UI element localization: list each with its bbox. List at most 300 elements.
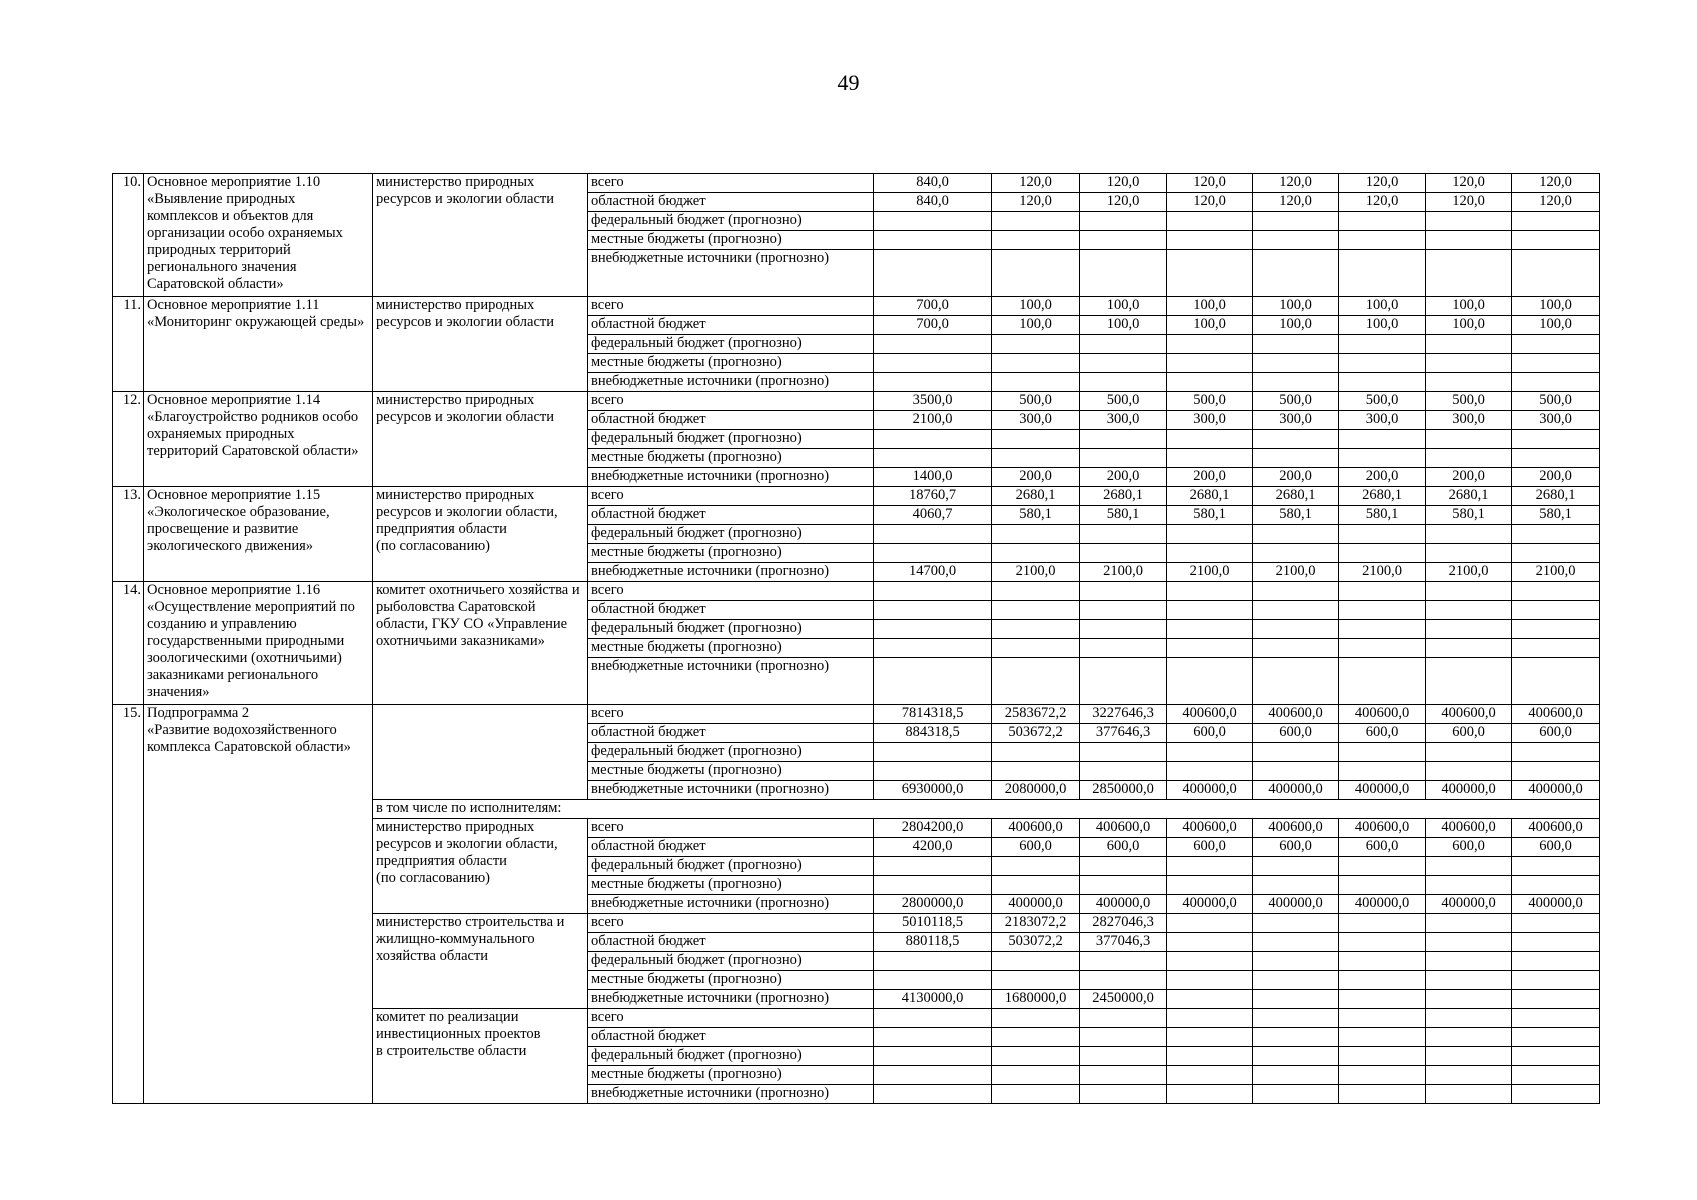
table-row (113, 174, 1600, 193)
value-cell: 120,0 (1426, 174, 1512, 193)
value-cell: 400000,0 (1253, 781, 1339, 800)
executor-name: комитет по реализации инвестиционных проектов в строительстве области (373, 1009, 588, 1104)
value-cell (1512, 914, 1600, 933)
value-cell (1167, 1028, 1253, 1047)
budget-table-body (113, 174, 1600, 1104)
value-cell (1512, 582, 1600, 601)
value-cell (1512, 212, 1600, 231)
value-cell (1339, 373, 1426, 392)
value-cell (874, 544, 992, 563)
value-cell (1512, 762, 1600, 781)
value-cell (992, 1066, 1080, 1085)
value-cell: 100,0 (1167, 297, 1253, 316)
value-cell: 300,0 (1512, 411, 1600, 430)
value-cell (1426, 990, 1512, 1009)
value-cell (1512, 876, 1600, 895)
value-cell: 120,0 (1080, 174, 1167, 193)
value-cell: 120,0 (992, 193, 1080, 212)
value-cell (1512, 601, 1600, 620)
value-cell: 300,0 (992, 411, 1080, 430)
funding-source: внебюджетные источники (прогнозно) (588, 895, 874, 914)
value-cell (1167, 601, 1253, 620)
value-cell (1512, 658, 1600, 705)
executor-name: министерство природных ресурсов и экологии области (373, 392, 588, 487)
event-name: Основное мероприятие 1.10 «Выявление природных комплексов и объектов для организации особо охраняемых природных территорий регионального значения Саратовской области» (144, 174, 373, 297)
budget-table (112, 173, 1600, 1104)
value-cell (1080, 212, 1167, 231)
funding-source: областной бюджет (588, 838, 874, 857)
subprogram-name: Подпрограмма 2 «Развитие водохозяйственного комплекса Саратовской области» (144, 705, 373, 1104)
value-cell (1167, 933, 1253, 952)
value-cell (992, 639, 1080, 658)
value-cell (1512, 639, 1600, 658)
value-cell: 503072,2 (992, 933, 1080, 952)
value-cell (992, 449, 1080, 468)
value-cell (1426, 971, 1512, 990)
value-cell (992, 212, 1080, 231)
value-cell (874, 639, 992, 658)
value-cell (1080, 430, 1167, 449)
value-cell: 100,0 (1080, 316, 1167, 335)
value-cell (1080, 658, 1167, 705)
value-cell (992, 971, 1080, 990)
value-cell: 2583672,2 (992, 705, 1080, 724)
funding-source: местные бюджеты (прогнозно) (588, 449, 874, 468)
value-cell (874, 876, 992, 895)
value-cell (1512, 1047, 1600, 1066)
value-cell: 100,0 (1512, 316, 1600, 335)
value-cell: 2680,1 (1426, 487, 1512, 506)
value-cell (1426, 620, 1512, 639)
funding-source: местные бюджеты (прогнозно) (588, 354, 874, 373)
funding-source: федеральный бюджет (прогнозно) (588, 212, 874, 231)
funding-source: всего (588, 392, 874, 411)
value-cell: 400000,0 (1080, 895, 1167, 914)
value-cell (1512, 1066, 1600, 1085)
value-cell (874, 743, 992, 762)
value-cell: 2450000,0 (1080, 990, 1167, 1009)
funding-source: местные бюджеты (прогнозно) (588, 231, 874, 250)
value-cell (992, 601, 1080, 620)
value-cell (1253, 857, 1339, 876)
value-cell (874, 250, 992, 297)
funding-source: всего (588, 487, 874, 506)
value-cell (1339, 1047, 1426, 1066)
value-cell (1339, 933, 1426, 952)
funding-source: федеральный бюджет (прогнозно) (588, 743, 874, 762)
value-cell: 840,0 (874, 174, 992, 193)
value-cell: 377046,3 (1080, 933, 1167, 952)
funding-source: местные бюджеты (прогнозно) (588, 544, 874, 563)
value-cell: 120,0 (1339, 174, 1426, 193)
value-cell (1080, 1085, 1167, 1104)
funding-source: федеральный бюджет (прогнозно) (588, 430, 874, 449)
funding-source: всего (588, 1009, 874, 1028)
value-cell: 120,0 (1167, 193, 1253, 212)
value-cell (1167, 250, 1253, 297)
value-cell: 600,0 (1512, 838, 1600, 857)
value-cell (1426, 914, 1512, 933)
value-cell: 400000,0 (1512, 781, 1600, 800)
value-cell (874, 354, 992, 373)
value-cell (1080, 971, 1167, 990)
value-cell (874, 658, 992, 705)
value-cell: 2827046,3 (1080, 914, 1167, 933)
value-cell (1167, 971, 1253, 990)
value-cell (1080, 544, 1167, 563)
value-cell: 2100,0 (1426, 563, 1512, 582)
value-cell: 884318,5 (874, 724, 992, 743)
value-cell: 100,0 (1080, 297, 1167, 316)
value-cell (1167, 914, 1253, 933)
value-cell (992, 620, 1080, 639)
value-cell: 2100,0 (1339, 563, 1426, 582)
value-cell (1426, 876, 1512, 895)
funding-source: всего (588, 705, 874, 724)
value-cell (992, 250, 1080, 297)
row-number: 10. (113, 174, 144, 297)
value-cell: 400000,0 (1512, 895, 1600, 914)
value-cell: 120,0 (992, 174, 1080, 193)
value-cell: 580,1 (1512, 506, 1600, 525)
value-cell (1512, 1085, 1600, 1104)
value-cell (874, 952, 992, 971)
value-cell (1253, 354, 1339, 373)
value-cell: 2100,0 (874, 411, 992, 430)
value-cell: 100,0 (1253, 297, 1339, 316)
value-cell (1080, 525, 1167, 544)
value-cell (874, 335, 992, 354)
value-cell (1339, 525, 1426, 544)
value-cell: 600,0 (1167, 838, 1253, 857)
funding-source: областной бюджет (588, 933, 874, 952)
value-cell: 700,0 (874, 316, 992, 335)
value-cell: 4200,0 (874, 838, 992, 857)
value-cell (1426, 449, 1512, 468)
value-cell (1426, 250, 1512, 297)
value-cell: 600,0 (1426, 724, 1512, 743)
value-cell: 600,0 (1253, 724, 1339, 743)
value-cell (1426, 1066, 1512, 1085)
value-cell (1512, 544, 1600, 563)
table-row (113, 297, 1600, 316)
value-cell (874, 525, 992, 544)
value-cell (1253, 1009, 1339, 1028)
row-number: 13. (113, 487, 144, 582)
value-cell (992, 354, 1080, 373)
value-cell (1080, 373, 1167, 392)
value-cell (1426, 1085, 1512, 1104)
value-cell (1512, 430, 1600, 449)
value-cell (1512, 990, 1600, 1009)
row-number: 11. (113, 297, 144, 392)
value-cell: 400600,0 (1512, 819, 1600, 838)
value-cell: 200,0 (1253, 468, 1339, 487)
value-cell (1426, 857, 1512, 876)
funding-source: федеральный бюджет (прогнозно) (588, 335, 874, 354)
value-cell: 400600,0 (1339, 705, 1426, 724)
funding-source: внебюджетные источники (прогнозно) (588, 373, 874, 392)
funding-source: федеральный бюджет (прогнозно) (588, 525, 874, 544)
value-cell (874, 231, 992, 250)
value-cell (874, 1009, 992, 1028)
table-row (113, 705, 1600, 724)
value-cell (1339, 582, 1426, 601)
value-cell (1339, 952, 1426, 971)
value-cell (1253, 582, 1339, 601)
value-cell: 200,0 (1080, 468, 1167, 487)
value-cell: 400600,0 (1253, 819, 1339, 838)
value-cell (1253, 1085, 1339, 1104)
value-cell (1512, 971, 1600, 990)
value-cell: 600,0 (1339, 724, 1426, 743)
value-cell: 400600,0 (992, 819, 1080, 838)
value-cell (1512, 335, 1600, 354)
value-cell: 2680,1 (1339, 487, 1426, 506)
value-cell: 400000,0 (1339, 895, 1426, 914)
value-cell: 120,0 (1253, 193, 1339, 212)
value-cell (1339, 990, 1426, 1009)
funding-source: внебюджетные источники (прогнозно) (588, 468, 874, 487)
value-cell (1339, 762, 1426, 781)
value-cell (1253, 876, 1339, 895)
value-cell (1167, 658, 1253, 705)
value-cell: 200,0 (1339, 468, 1426, 487)
value-cell (1167, 430, 1253, 449)
funding-source: всего (588, 914, 874, 933)
funding-source: внебюджетные источники (прогнозно) (588, 250, 874, 297)
value-cell (1339, 231, 1426, 250)
value-cell (1167, 212, 1253, 231)
funding-source: местные бюджеты (прогнозно) (588, 971, 874, 990)
value-cell (1512, 743, 1600, 762)
value-cell (1167, 582, 1253, 601)
value-cell: 200,0 (1512, 468, 1600, 487)
value-cell (1339, 335, 1426, 354)
value-cell: 700,0 (874, 297, 992, 316)
value-cell: 600,0 (992, 838, 1080, 857)
funding-source: местные бюджеты (прогнозно) (588, 762, 874, 781)
value-cell: 500,0 (1339, 392, 1426, 411)
value-cell (874, 1066, 992, 1085)
page-number: 49 (837, 70, 860, 95)
funding-source: внебюджетные источники (прогнозно) (588, 563, 874, 582)
funding-source: внебюджетные источники (прогнозно) (588, 658, 874, 705)
value-cell: 600,0 (1167, 724, 1253, 743)
value-cell (1253, 449, 1339, 468)
value-cell: 3500,0 (874, 392, 992, 411)
value-cell (1080, 231, 1167, 250)
value-cell (1080, 601, 1167, 620)
value-cell: 100,0 (1339, 316, 1426, 335)
value-cell (1512, 952, 1600, 971)
value-cell: 500,0 (1426, 392, 1512, 411)
value-cell (874, 212, 992, 231)
funding-source: внебюджетные источники (прогнозно) (588, 1085, 874, 1104)
value-cell (1167, 1085, 1253, 1104)
value-cell (1080, 743, 1167, 762)
executor-name: министерство природных ресурсов и экологии области (373, 174, 588, 297)
funding-source: областной бюджет (588, 411, 874, 430)
value-cell: 840,0 (874, 193, 992, 212)
value-cell: 400600,0 (1253, 705, 1339, 724)
value-cell: 100,0 (1426, 316, 1512, 335)
value-cell (1426, 231, 1512, 250)
value-cell: 400000,0 (1167, 895, 1253, 914)
value-cell: 2804200,0 (874, 819, 992, 838)
value-cell (1167, 544, 1253, 563)
value-cell: 100,0 (1426, 297, 1512, 316)
value-cell (874, 1047, 992, 1066)
value-cell: 2680,1 (1253, 487, 1339, 506)
value-cell: 1680000,0 (992, 990, 1080, 1009)
value-cell: 400000,0 (1426, 895, 1512, 914)
value-cell (1339, 212, 1426, 231)
value-cell (1339, 449, 1426, 468)
value-cell (1426, 582, 1512, 601)
value-cell (1512, 620, 1600, 639)
funding-source: федеральный бюджет (прогнозно) (588, 952, 874, 971)
value-cell: 400600,0 (1080, 819, 1167, 838)
value-cell (1080, 857, 1167, 876)
funding-source: внебюджетные источники (прогнозно) (588, 781, 874, 800)
value-cell (1080, 335, 1167, 354)
value-cell (874, 601, 992, 620)
value-cell (1339, 658, 1426, 705)
value-cell (1080, 1009, 1167, 1028)
value-cell (1426, 525, 1512, 544)
value-cell (874, 857, 992, 876)
funding-source: местные бюджеты (прогнозно) (588, 876, 874, 895)
executor-name: министерство строительства и жилищно-коммунального хозяйства области (373, 914, 588, 1009)
funding-source: областной бюджет (588, 193, 874, 212)
value-cell (1253, 544, 1339, 563)
value-cell (1339, 857, 1426, 876)
value-cell (992, 525, 1080, 544)
value-cell: 1400,0 (874, 468, 992, 487)
value-cell (1512, 1009, 1600, 1028)
value-cell: 400600,0 (1167, 705, 1253, 724)
value-cell (1253, 212, 1339, 231)
value-cell: 100,0 (1512, 297, 1600, 316)
value-cell (874, 373, 992, 392)
value-cell (874, 1085, 992, 1104)
value-cell (1426, 544, 1512, 563)
value-cell: 200,0 (992, 468, 1080, 487)
value-cell: 300,0 (1426, 411, 1512, 430)
value-cell: 2100,0 (1167, 563, 1253, 582)
value-cell (992, 1028, 1080, 1047)
value-cell: 400000,0 (1339, 781, 1426, 800)
value-cell (874, 449, 992, 468)
value-cell: 200,0 (1426, 468, 1512, 487)
value-cell (1426, 1047, 1512, 1066)
funding-source: федеральный бюджет (прогнозно) (588, 1047, 874, 1066)
value-cell (1080, 639, 1167, 658)
value-cell: 500,0 (1512, 392, 1600, 411)
value-cell (1253, 373, 1339, 392)
value-cell (992, 544, 1080, 563)
value-cell (1080, 876, 1167, 895)
value-cell (1426, 373, 1512, 392)
value-cell: 600,0 (1080, 838, 1167, 857)
value-cell (1167, 639, 1253, 658)
value-cell (1167, 857, 1253, 876)
value-cell (992, 876, 1080, 895)
value-cell (1080, 1047, 1167, 1066)
row-number: 14. (113, 582, 144, 705)
value-cell: 300,0 (1167, 411, 1253, 430)
value-cell: 400000,0 (992, 895, 1080, 914)
value-cell: 3227646,3 (1080, 705, 1167, 724)
executor-name: комитет охотничьего хозяйства и рыболовства Саратовской области, ГКУ СО «Управление охотничьими заказниками» (373, 582, 588, 705)
funding-source: внебюджетные источники (прогнозно) (588, 990, 874, 1009)
value-cell: 2680,1 (1512, 487, 1600, 506)
value-cell: 7814318,5 (874, 705, 992, 724)
executor-name (373, 705, 588, 800)
value-cell: 600,0 (1253, 838, 1339, 857)
row-number: 15. (113, 705, 144, 1104)
value-cell (1512, 373, 1600, 392)
value-cell (992, 952, 1080, 971)
value-cell (874, 762, 992, 781)
value-cell (1426, 933, 1512, 952)
value-cell (1426, 1028, 1512, 1047)
event-name: Основное мероприятие 1.11 «Мониторинг окружающей среды» (144, 297, 373, 392)
value-cell: 500,0 (1253, 392, 1339, 411)
value-cell (1253, 639, 1339, 658)
value-cell (1512, 857, 1600, 876)
value-cell: 500,0 (1167, 392, 1253, 411)
value-cell: 503672,2 (992, 724, 1080, 743)
value-cell: 14700,0 (874, 563, 992, 582)
funding-source: федеральный бюджет (прогнозно) (588, 620, 874, 639)
value-cell: 377646,3 (1080, 724, 1167, 743)
value-cell: 100,0 (992, 316, 1080, 335)
value-cell: 2800000,0 (874, 895, 992, 914)
value-cell (1167, 743, 1253, 762)
value-cell (1512, 1028, 1600, 1047)
value-cell: 120,0 (1339, 193, 1426, 212)
value-cell: 4060,7 (874, 506, 992, 525)
value-cell: 400600,0 (1167, 819, 1253, 838)
value-cell: 500,0 (1080, 392, 1167, 411)
value-cell (992, 231, 1080, 250)
value-cell: 2183072,2 (992, 914, 1080, 933)
value-cell (1339, 250, 1426, 297)
funding-source: областной бюджет (588, 724, 874, 743)
value-cell: 120,0 (1512, 193, 1600, 212)
value-cell (1253, 933, 1339, 952)
value-cell (1253, 601, 1339, 620)
table-row (113, 487, 1600, 506)
value-cell: 400600,0 (1512, 705, 1600, 724)
value-cell: 5010118,5 (874, 914, 992, 933)
funding-source: областной бюджет (588, 506, 874, 525)
funding-source: всего (588, 297, 874, 316)
value-cell (1426, 639, 1512, 658)
value-cell (992, 582, 1080, 601)
value-cell (1167, 762, 1253, 781)
value-cell (1167, 354, 1253, 373)
value-cell (1339, 743, 1426, 762)
value-cell (1167, 525, 1253, 544)
value-cell (1080, 1028, 1167, 1047)
value-cell (1339, 544, 1426, 563)
table-row (113, 392, 1600, 411)
event-name: Основное мероприятие 1.16 «Осуществление мероприятий по созданию и управлению государственными природными зоологическими (охотничьими) заказниками регионального значения» (144, 582, 373, 705)
value-cell (1167, 449, 1253, 468)
